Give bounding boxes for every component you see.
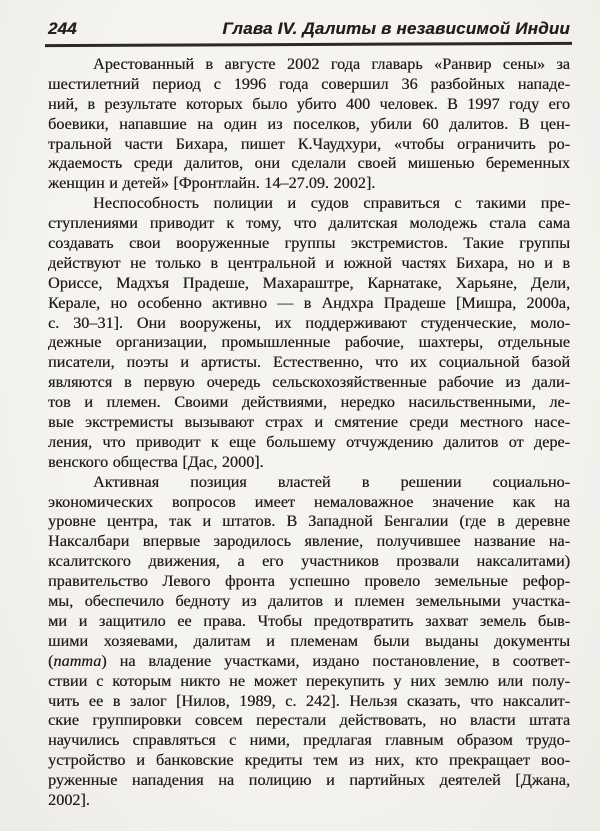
text-line: Арестованный в августе 2002 года главарь «Ранвир сены» за: [93, 55, 570, 73]
running-head: Глава IV. Далиты в независимой Индии: [222, 19, 570, 38]
text-line: Ориссе, Мадхъя Прадеше, Махараштре, Карнатаке, Харьяне, Дели,: [48, 273, 570, 292]
text-segment: (: [48, 651, 54, 670]
text-line: устройство и банковские кредиты тем из них, кто прекращает воо-: [48, 751, 570, 770]
text-line: действуют не только в центральной и южной частях Бихара, но и в: [48, 253, 570, 272]
text-line: ступлениями приводит к тому, что далитская молодежь стала сама: [48, 214, 570, 233]
text-line: ствии с которым никто не может перекупить у них землю или полу-: [48, 671, 570, 690]
text-line: тральной части Бихара, пишет К.Чаудхури, «чтобы ограничить ро-: [48, 134, 570, 153]
text-line: женщин и детей» [Фронтлайн. 14–27.09. 2002].: [48, 174, 376, 193]
paragraph-3: [48, 473, 570, 811]
text-line: ские группировки совсем перестали действовать, но власти штата: [48, 711, 570, 730]
text-line: уровне центра, так и штатов. В Западной Бенгалии (где в деревне: [48, 512, 570, 531]
text-line: создавать свои вооруженные группы экстремистов. Такие группы: [48, 234, 570, 253]
paragraph-2: [48, 194, 570, 472]
page-body: [48, 55, 570, 811]
text-line: 2002].: [48, 790, 90, 809]
header-rule: [45, 42, 572, 47]
italic-term: патта: [53, 651, 102, 670]
text-line: являются в первую очередь сельскохозяйственные рабочие из дали-: [48, 373, 570, 392]
text-line: Неспособность полиции и судов справиться с такими пре-: [93, 194, 570, 213]
text-line: боевики, напавшие на один из поселков, убили 60 далитов. В цен-: [48, 114, 570, 133]
text-line: научились справляться с ними, предлагая главным образом трудо-: [48, 731, 570, 750]
text-line: вые экстремисты вызывают страх и смятение среди местного насе-: [48, 413, 570, 432]
text-line: шими хозяевами, далитам и племенам были выданы документы: [48, 631, 570, 650]
text-line: ления, что приводит к еще большему отчуждению далитов от дере-: [48, 432, 570, 451]
text-line: ний, в результате которых было убито 400 человек. В 1997 году его: [48, 94, 570, 113]
text-line: экономических вопросов имеет немаловажное значение как на: [48, 492, 570, 511]
text-line: с. 30–31]. Они вооружены, их поддерживают студенческие, моло-: [48, 313, 570, 332]
paragraph-1: [48, 55, 570, 194]
text-line: Наксалбари впервые зародилось явление, получившее название на-: [48, 532, 570, 551]
text-line: ксалитского движения, а его участников прозвали наксалитами): [48, 552, 570, 571]
text-line: ждаемость среди далитов, они сделали своей мишенью беременных: [48, 154, 570, 173]
text-line: руженные нападения на полицию и партийных деятелей [Джана,: [48, 771, 570, 790]
text-line: венского общества [Дас, 2000].: [48, 452, 264, 471]
text-segment: ) на владение участками, издано постановление, в соответ-: [101, 651, 570, 670]
text-line: писатели, поэты и артисты. Естественно, что их социальной базой: [48, 353, 570, 372]
page-number: 244: [48, 19, 77, 38]
text-line: шестилетний период с 1996 года совершил 36 разбойных нападе-: [48, 74, 570, 93]
text-line: Активная позиция властей в решении социально-: [93, 472, 570, 491]
text-line: правительство Левого фронта успешно провело земельные рефор-: [48, 572, 570, 591]
text-line: чить ее в залог [Нилов, 1989, с. 242]. Нельзя сказать, что наксалит-: [48, 691, 570, 710]
text-line: тов и племен. Своими действиями, нередко насильственными, ле-: [48, 393, 570, 412]
text-line-with-italic: [48, 652, 570, 672]
text-line: ми и защитило ее права. Чтобы предотвратить захват земель быв-: [48, 611, 570, 630]
text-line: Керале, но особенно активно — в Андхра Прадеше [Мишра, 2000а,: [48, 293, 570, 312]
text-line: дежные организации, промышленные рабочие, шахтеры, отдельные: [48, 333, 570, 352]
text-line: мы, обеспечило бедноту из далитов и племен земельными участка-: [48, 592, 570, 611]
page-header: [48, 19, 570, 39]
